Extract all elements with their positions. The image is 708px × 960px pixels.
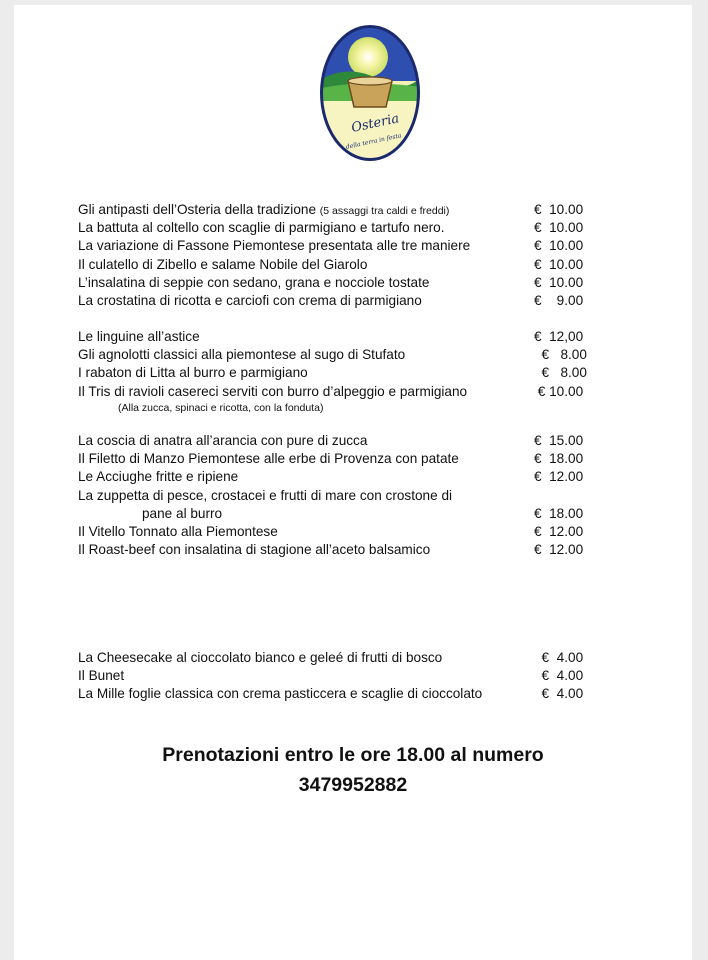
antipasti-section: [78, 201, 608, 310]
item-price: € 12,00: [534, 329, 584, 344]
item-price: € 10.00: [534, 238, 584, 254]
reservation-text: Prenotazioni entro le ore 18.00 al numero: [162, 744, 544, 766]
item-name: Il Tris di ravioli casereci serviti con burro d’alpeggio e parmigiano: [78, 383, 468, 399]
osteria-logo-icon: [318, 23, 422, 163]
item-price: € 15.00: [534, 433, 584, 448]
item-price: € 18.00: [534, 451, 584, 467]
item-name: pane al burro: [142, 505, 223, 521]
menu-item: [78, 450, 608, 468]
menu-item: [78, 468, 608, 486]
item-price: € 12.00: [534, 542, 584, 558]
item-name: La variazione di Fassone Piemontese presentata alle tre maniere: [78, 238, 471, 254]
item-name: La coscia di anatra all’arancia con pure di zucca: [78, 433, 368, 448]
item-name: Il Bunet: [78, 668, 125, 684]
item-price: € 4.00: [534, 668, 584, 684]
menu-page: [14, 5, 692, 960]
item-name: L’insalatina di seppie con sedano, grana e nocciole tostate: [78, 274, 430, 290]
item-price: € 10.00: [534, 220, 584, 236]
item-price: € 10.00: [534, 256, 584, 272]
item-price: € 4.00: [534, 650, 584, 665]
logo-title: Osteria: [350, 111, 401, 136]
item-name: Gli antipasti dell’Osteria della tradizione: [78, 202, 317, 217]
dolci-section: [78, 649, 608, 704]
menu-item: [78, 667, 608, 685]
menu-item: [78, 649, 608, 667]
menu-item: [78, 487, 608, 505]
item-name: Gli agnolotti classici alla piemontese al sugo di Stufato: [78, 347, 406, 363]
item-price: € 4.00: [534, 686, 584, 702]
menu-item: [78, 383, 608, 401]
menu-item: [78, 364, 608, 382]
item-note: (5 assaggi tra caldi e freddi): [319, 205, 450, 217]
item-price: € 10.00: [534, 274, 584, 290]
item-name: Il Filetto di Manzo Piemontese alle erbe di Provenza con patate: [78, 451, 459, 467]
menu-item: [78, 219, 608, 237]
item-name: Il Vitello Tonnato alla Piemontese: [78, 523, 278, 539]
menu-item: [78, 274, 608, 292]
item-name: La zuppetta di pesce, crostacei e frutti di mare con crostone di: [78, 487, 453, 503]
item-note: (Alla zucca, spinaci e ricotta, con la fonduta): [118, 401, 324, 414]
menu-item: [78, 237, 608, 255]
item-price: € 12.00: [534, 523, 584, 539]
menu-item: [78, 541, 608, 559]
item-price: € 10.00: [534, 383, 584, 399]
menu-item: [78, 328, 608, 346]
item-name: Le linguine all’astice: [78, 329, 200, 344]
menu-item: [78, 685, 608, 703]
menu-item: [78, 292, 608, 310]
item-name: Le Acciughe fritte e ripiene: [78, 469, 239, 485]
reservation-notice: [14, 740, 692, 800]
item-price: € 8.00: [534, 347, 587, 363]
item-name: La battuta al coltello con scaglie di parmigiano e tartufo nero.: [78, 220, 445, 236]
menu-item: [78, 256, 608, 274]
item-price: € 10.00: [534, 202, 584, 217]
menu-item: [78, 201, 608, 219]
menu-item: [78, 432, 608, 450]
logo-subtitle: della terra in festa: [345, 132, 403, 151]
item-price: € 8.00: [534, 365, 587, 381]
menu-item: [78, 346, 608, 364]
item-price: € 12.00: [534, 469, 584, 485]
secondi-section: [78, 432, 608, 559]
item-price: € 18.00: [534, 505, 584, 521]
menu-item: [78, 523, 608, 541]
item-name: La Mille foglie classica con crema pasticcera e scaglie di cioccolato: [78, 686, 483, 702]
item-name: La Cheesecake al cioccolato bianco e geleé di frutti di bosco: [78, 650, 443, 665]
item-name: Il Roast-beef con insalatina di stagione all’aceto balsamico: [78, 542, 431, 558]
phone-number: 3479952882: [298, 774, 408, 796]
item-price: € 9.00: [534, 292, 584, 308]
menu-item-continuation: [78, 505, 608, 523]
item-name: La crostatina di ricotta e carciofi con crema di parmigiano: [78, 292, 422, 308]
item-name: Il culatello di Zibello e salame Nobile del Giarolo: [78, 256, 368, 272]
primi-section: [78, 328, 608, 418]
item-name: I rabaton di Litta al burro e parmigiano: [78, 365, 308, 381]
